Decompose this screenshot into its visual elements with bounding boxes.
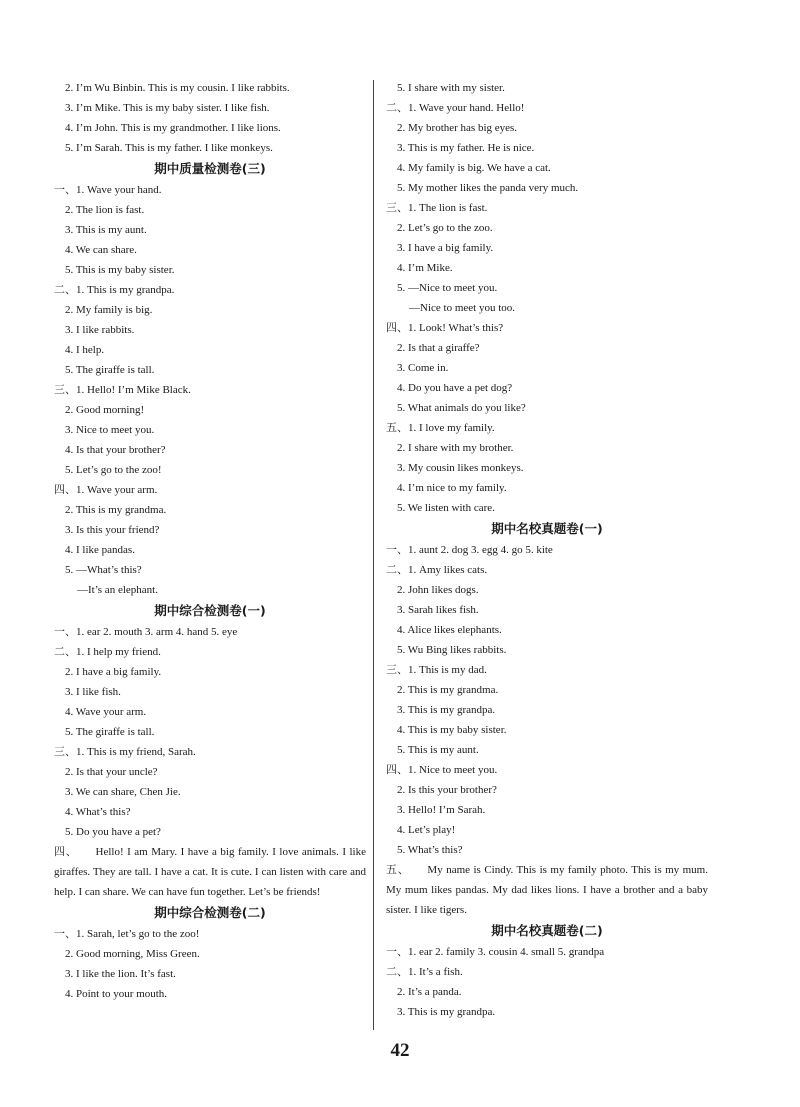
answer-line: 4. I’m nice to my family. [397,482,507,494]
answer-line: 2. Good morning, Miss Green. [65,948,200,960]
answer-line: 5. This is my aunt. [397,744,479,756]
left-column [54,78,366,1004]
answer-line: 4. Do you have a pet dog? [397,382,513,394]
answer-line: 一、1. Sarah, let’s go to the zoo! [54,928,200,940]
answer-line: 2. I’m Wu Binbin. This is my cousin. I like rabbits. [65,82,290,94]
answer-line: 2. Good morning! [65,404,145,416]
answer-line: 3. This is my grandpa. [397,1006,496,1018]
answer-line: 一、1. aunt 2. dog 3. egg 4. go 5. kite [386,544,553,556]
answer-line: 4. I help. [65,344,105,356]
right-column [386,78,708,1022]
answer-paragraph: 四、 Hello! I am Mary. I have a big family. I love animals. I like giraffes. They are tall. I have a cat. It is cute. I can listen with care and help. I can share. We can have fun together. Let’s be friends! [54,846,366,898]
answer-line: 5. Do you have a pet? [65,826,161,838]
answer-line: 四、1. Nice to meet you. [386,764,498,776]
answer-line: 二、1. It’s a fish. [386,966,463,978]
answer-line: 2. Is this your brother? [397,784,497,796]
answer-line: 5. I share with my sister. [397,82,505,94]
answer-line: 3. I have a big family. [397,242,494,254]
section-heading: 期中名校真题卷(一) [491,521,603,536]
answer-line: 二、1. Amy likes cats. [386,564,488,576]
answer-line: 3. This is my father. He is nice. [397,142,535,154]
section-heading: 期中名校真题卷(二) [491,923,603,938]
answer-line: 四、1. Wave your arm. [54,484,158,496]
answer-line: 3. This is my grandpa. [397,704,496,716]
answer-line: 五、1. I love my family. [386,422,495,434]
page-number: 42 [390,1040,410,1061]
answer-line: 5. —Nice to meet you. [397,282,498,294]
answer-line: 3. Come in. [397,362,449,374]
answer-line: 4. Alice likes elephants. [397,624,502,636]
answer-line: 三、1. This is my dad. [386,664,487,676]
answer-line: 三、1. The lion is fast. [386,202,488,214]
answer-line: 3. This is my aunt. [65,224,147,236]
answer-line: 3. I like fish. [65,686,121,698]
answer-line: 4. What’s this? [65,806,131,818]
answer-line: 5. What’s this? [397,844,463,856]
answer-line: 2. Is that your uncle? [65,766,158,778]
answer-line: 2. It’s a panda. [397,986,462,998]
answer-line: 3. I like rabbits. [65,324,135,336]
answer-line: 5. The giraffe is tall. [65,364,155,376]
answer-line: 2. Let’s go to the zoo. [397,222,493,234]
answer-line: —It’s an elephant. [77,584,158,596]
answer-line: 2. This is my grandma. [397,684,499,696]
answer-line: 3. Is this your friend? [65,524,160,536]
answer-line: 3. I’m Mike. This is my baby sister. I like fish. [65,102,270,114]
answer-line: 2. I have a big family. [65,666,162,678]
answer-line: 4. Is that your brother? [65,444,166,456]
answer-line: 5. Let’s go to the zoo! [65,464,162,476]
answer-line: —Nice to meet you too. [409,302,516,314]
answer-line: 5. Wu Bing likes rabbits. [397,644,507,656]
answer-line: 四、1. Look! What’s this? [386,322,504,334]
answer-line: 5. This is my baby sister. [65,264,175,276]
answer-line: 4. Point to your mouth. [65,988,168,1000]
answer-line: 3. My cousin likes monkeys. [397,462,524,474]
answer-line: 5. My mother likes the panda very much. [397,182,579,194]
answer-line: 2. I share with my brother. [397,442,514,454]
answer-paragraph: 五、 My name is Cindy. This is my family photo. This is my mum. My mum likes pandas. My dad likes lions. I have a brother and a baby sister. I like tigers. [386,864,708,916]
section-heading: 期中综合检测卷(一) [154,603,266,618]
answer-line: 一、1. Wave your hand. [54,184,162,196]
answer-line: 2. Is that a giraffe? [397,342,480,354]
column-divider [373,80,374,1030]
answer-line: 5. I’m Sarah. This is my father. I like monkeys. [65,142,273,154]
answer-line: 3. Sarah likes fish. [397,604,479,616]
answer-line: 3. Hello! I’m Sarah. [397,804,486,816]
answer-line: 2. My brother has big eyes. [397,122,518,134]
answer-line: 4. I’m Mike. [397,262,453,274]
answer-line: 2. The lion is fast. [65,204,145,216]
answer-line: 3. I like the lion. It’s fast. [65,968,176,980]
answer-line: 5. What animals do you like? [397,402,526,414]
answer-line: 5. We listen with care. [397,502,495,514]
answer-line: 4. I like pandas. [65,544,135,556]
answer-line: 一、1. ear 2. family 3. cousin 4. small 5. grandpa [386,946,605,958]
section-heading: 期中质量检测卷(三) [154,161,266,176]
answer-line: 5. The giraffe is tall. [65,726,155,738]
answer-line: 3. Nice to meet you. [65,424,155,436]
answer-line: 4. We can share. [65,244,137,256]
answer-line: 三、1. This is my friend, Sarah. [54,746,196,758]
answer-line: 4. Wave your arm. [65,706,147,718]
answer-line: 二、1. This is my grandpa. [54,284,175,296]
answer-line: 4. My family is big. We have a cat. [397,162,551,174]
section-heading: 期中综合检测卷(二) [154,905,266,920]
answer-line: 二、1. I help my friend. [54,646,161,658]
answer-line: 5. —What’s this? [65,564,142,576]
answer-line: 2. This is my grandma. [65,504,167,516]
answer-line: 二、1. Wave your hand. Hello! [386,102,525,114]
answer-line: 2. John likes dogs. [397,584,479,596]
answer-line: 2. My family is big. [65,304,153,316]
answer-line: 4. I’m John. This is my grandmother. I like lions. [65,122,281,134]
answer-line: 一、1. ear 2. mouth 3. arm 4. hand 5. eye [54,626,238,638]
answer-line: 三、1. Hello! I’m Mike Black. [54,384,191,396]
answer-line: 3. We can share, Chen Jie. [65,786,181,798]
answer-line: 4. Let’s play! [397,824,456,836]
answer-line: 4. This is my baby sister. [397,724,507,736]
